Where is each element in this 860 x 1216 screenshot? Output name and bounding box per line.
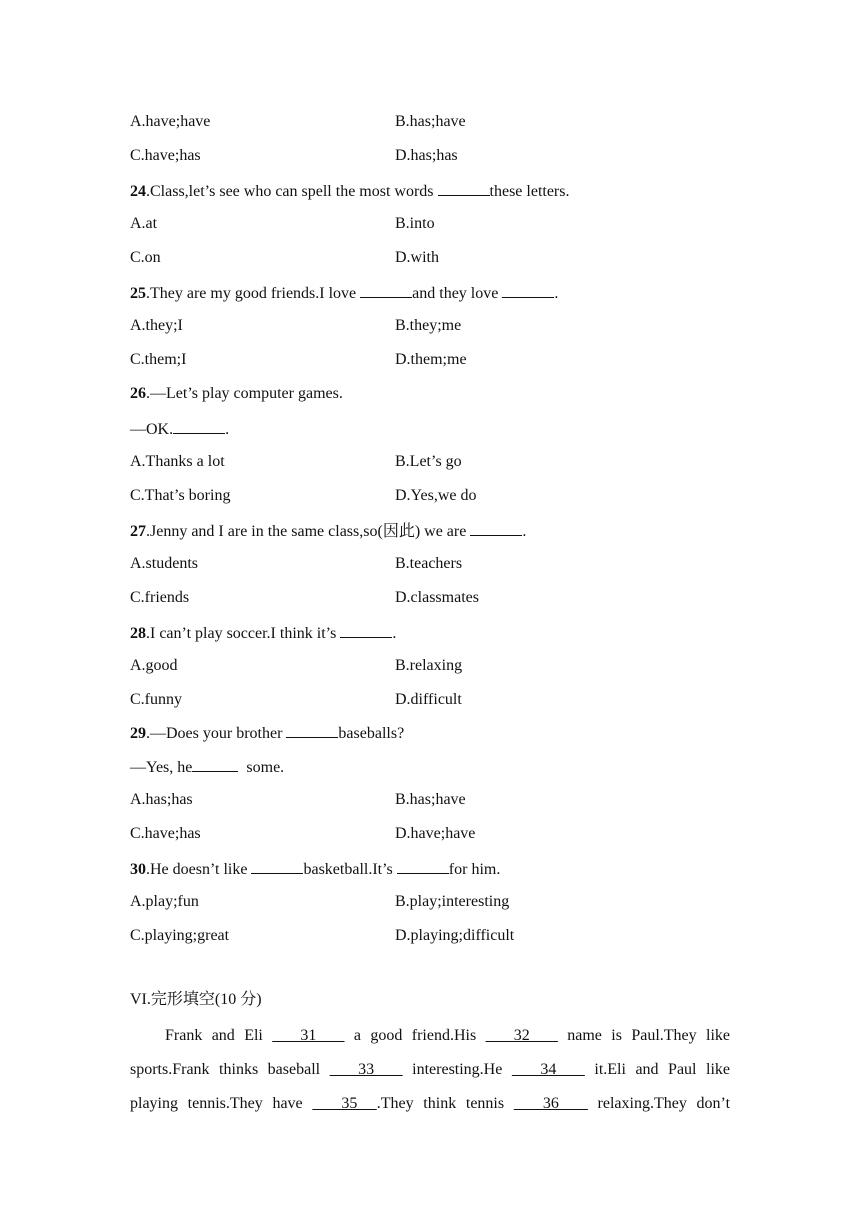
- option-a: A.they;I: [130, 317, 183, 334]
- answer-blank: [397, 858, 449, 874]
- question-text: .: [225, 421, 230, 438]
- option-row: [130, 690, 462, 710]
- question-text: and they love: [412, 285, 503, 302]
- option-a: A.Thanks a lot: [130, 453, 225, 470]
- cloze-text: name is Paul.They like: [557, 1027, 731, 1044]
- question-number: 28: [130, 625, 146, 642]
- question-text: —OK.: [130, 421, 174, 438]
- question-text: some.: [238, 759, 285, 776]
- option-row: [130, 316, 462, 336]
- cloze-blank: 31: [272, 1027, 345, 1044]
- option-row: [130, 656, 463, 676]
- answer-blank: [251, 858, 303, 874]
- option-b: B.has;have: [395, 791, 466, 808]
- cloze-text: Frank and Eli: [165, 1027, 273, 1044]
- option-c: C.have;has: [130, 147, 201, 164]
- option-row: [130, 486, 477, 506]
- option-row: [130, 350, 467, 370]
- option-d: D.them;me: [395, 351, 467, 368]
- question-text: these letters.: [489, 183, 570, 200]
- option-row: [130, 146, 458, 166]
- question-30: [130, 858, 500, 880]
- question-text: basketball.It’s: [303, 861, 397, 878]
- question-text: .: [554, 285, 559, 302]
- question-number: 27: [130, 523, 146, 540]
- option-row: [130, 452, 462, 472]
- question-text: .He doesn’t like: [146, 861, 252, 878]
- cloze-blank: 33: [329, 1061, 403, 1078]
- option-c: C.on: [130, 249, 161, 266]
- option-c: C.friends: [130, 589, 190, 606]
- cloze-text: sports.Frank thinks baseball: [130, 1061, 330, 1078]
- option-c: C.them;I: [130, 351, 187, 368]
- answer-blank: [502, 282, 554, 298]
- option-a: A.at: [130, 215, 158, 232]
- cloze-blank: 36: [513, 1095, 588, 1112]
- question-28: [130, 622, 396, 644]
- cloze-line: [130, 1060, 730, 1080]
- question-text: .Jenny and I are in the same class,so(因此) we are: [146, 523, 471, 540]
- option-b: B.has;have: [395, 113, 466, 130]
- option-c: C.playing;great: [130, 927, 230, 944]
- option-b: B.teachers: [395, 555, 463, 572]
- option-b: B.Let’s go: [395, 453, 462, 470]
- question-text: .: [392, 625, 397, 642]
- option-row: [130, 554, 463, 574]
- cloze-text: relaxing.They don’t: [587, 1095, 731, 1112]
- question-text: .: [522, 523, 527, 540]
- cloze-text: interesting.He: [402, 1061, 512, 1078]
- option-b: B.they;me: [395, 317, 462, 334]
- option-b: B.play;interesting: [395, 893, 510, 910]
- option-d: D.Yes,we do: [395, 487, 477, 504]
- cloze-line: [130, 1094, 730, 1114]
- question-number: 25: [130, 285, 146, 302]
- option-d: D.playing;difficult: [395, 927, 515, 944]
- answer-blank: [470, 520, 522, 536]
- question-text: .—Does your brother: [146, 725, 287, 742]
- option-a: A.play;fun: [130, 893, 199, 910]
- option-row: [130, 926, 515, 946]
- cloze-line: [165, 1026, 730, 1046]
- question-29-reply: [130, 756, 284, 778]
- option-d: D.classmates: [395, 589, 479, 606]
- option-row: [130, 588, 479, 608]
- question-text: .Class,let’s see who can spell the most words: [146, 183, 438, 200]
- question-29: [130, 722, 404, 744]
- question-text: .—Let’s play computer games.: [146, 385, 343, 402]
- option-b: B.into: [395, 215, 435, 232]
- option-row: [130, 112, 466, 132]
- question-25: [130, 282, 558, 304]
- option-row: [130, 214, 435, 234]
- cloze-text: playing tennis.They have: [130, 1095, 313, 1112]
- cloze-text: a good friend.His: [344, 1027, 486, 1044]
- question-26-reply: [130, 418, 229, 440]
- cloze-blank: 32: [485, 1027, 558, 1044]
- question-26: [130, 384, 343, 404]
- cloze-text: it.Eli and Paul like: [584, 1061, 731, 1078]
- section-heading: VI.完形填空(10 分): [130, 991, 262, 1008]
- question-number: 30: [130, 861, 146, 878]
- question-27: [130, 520, 526, 542]
- option-a: A.students: [130, 555, 198, 572]
- option-c: C.funny: [130, 691, 182, 708]
- cloze-blank: 34: [511, 1061, 585, 1078]
- question-number: 26: [130, 385, 146, 402]
- answer-blank: [340, 622, 392, 638]
- option-d: D.have;have: [395, 825, 476, 842]
- answer-blank: [438, 180, 490, 196]
- option-a: A.have;have: [130, 113, 211, 130]
- cloze-text: .They think tennis: [376, 1095, 514, 1112]
- cloze-blank: 35: [312, 1095, 377, 1112]
- option-row: [130, 892, 510, 912]
- option-d: D.with: [395, 249, 439, 266]
- option-d: D.has;has: [395, 147, 458, 164]
- question-text: .They are my good friends.I love: [146, 285, 361, 302]
- option-b: B.relaxing: [395, 657, 463, 674]
- question-text: baseballs?: [338, 725, 405, 742]
- option-row: [130, 824, 476, 844]
- answer-blank: [192, 756, 238, 772]
- question-number: 24: [130, 183, 146, 200]
- question-text: for him.: [448, 861, 501, 878]
- question-text: —Yes, he: [130, 759, 193, 776]
- answer-blank: [360, 282, 412, 298]
- option-d: D.difficult: [395, 691, 462, 708]
- option-c: C.have;has: [130, 825, 201, 842]
- question-24: [130, 180, 569, 202]
- option-a: A.has;has: [130, 791, 193, 808]
- option-row: [130, 790, 466, 810]
- question-number: 29: [130, 725, 146, 742]
- answer-blank: [286, 722, 338, 738]
- option-row: [130, 248, 439, 268]
- answer-blank: [173, 418, 225, 434]
- question-text: .I can’t play soccer.I think it’s: [146, 625, 341, 642]
- option-c: C.That’s boring: [130, 487, 231, 504]
- option-a: A.good: [130, 657, 178, 674]
